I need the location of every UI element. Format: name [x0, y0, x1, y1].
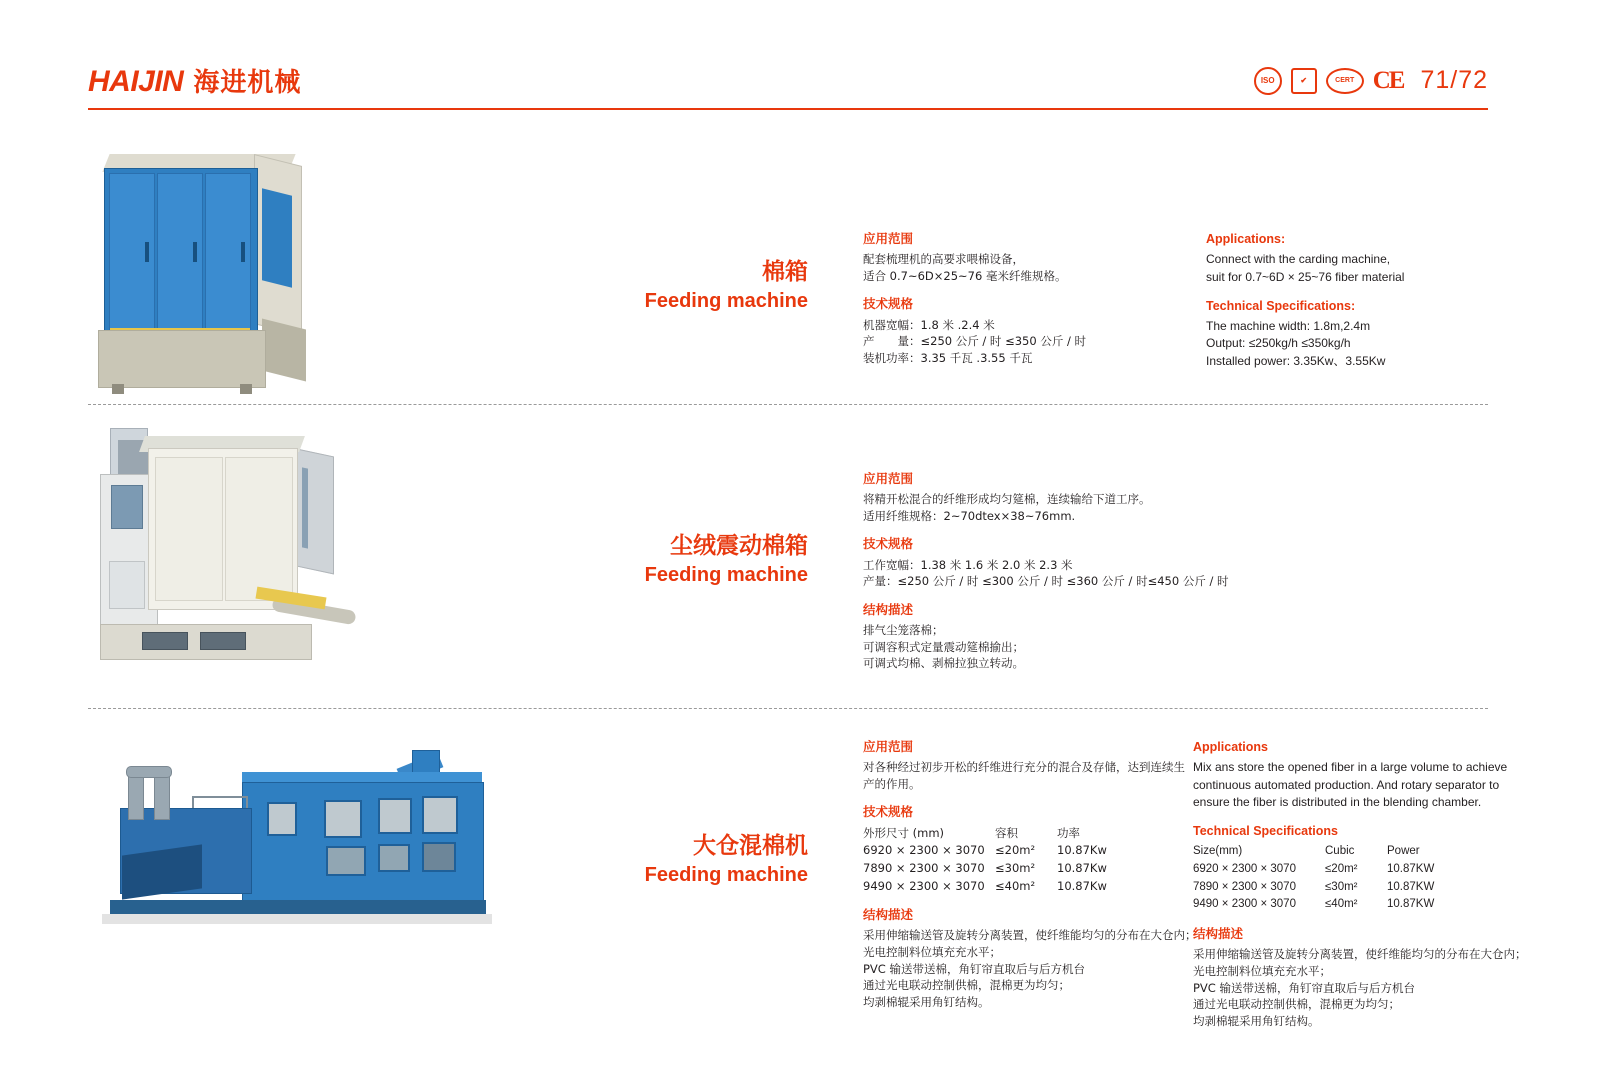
- cell-power: 10.87Kw: [1057, 860, 1107, 875]
- applications-line-cn: 产的作用。: [863, 776, 921, 791]
- product-title-2: [508, 532, 808, 588]
- cell-size: 9490 × 2300 × 3070: [1193, 898, 1296, 911]
- tech-spec-heading-en: Technical Specifications:: [1206, 298, 1356, 313]
- tech-spec-heading-cn: 技术规格: [863, 296, 914, 312]
- product-section-vibrating-feeding-machine: [88, 420, 1488, 700]
- spec-column-en-3: [1193, 738, 1527, 1041]
- spec-column-cn-2: [863, 470, 1423, 683]
- product-title-1: [508, 258, 808, 314]
- cell-power: 10.87Kw: [1057, 843, 1107, 858]
- table-row: [1193, 861, 1447, 879]
- cell-size: 7890 × 2300 × 3070: [1193, 880, 1296, 893]
- applications-block-cn-1: [863, 230, 1203, 284]
- tech-spec-block-cn-3: [863, 803, 1193, 895]
- structure-line-cn: 通过光电联动控制供棉，混棉更为均匀；: [863, 978, 1070, 993]
- applications-line-cn: 配套梳理机的高要求喂棉设备，: [863, 252, 1024, 267]
- tech-spec-heading-cn: 技术规格: [863, 804, 914, 820]
- cell-cubic: ≤40m²: [1325, 898, 1358, 911]
- check-badge-label: ✔: [1300, 75, 1308, 85]
- applications-line-en: ensure the fiber is distributed in the blending chamber.: [1193, 794, 1482, 809]
- cell-power: 10.87KW: [1387, 863, 1435, 876]
- col-head-size: 外形尺寸 (mm): [863, 825, 945, 840]
- applications-heading-cn: 应用范围: [863, 739, 914, 754]
- table-header-row: [863, 825, 1117, 843]
- certification-marks: [1254, 66, 1488, 95]
- col-head-power: 功率: [1057, 825, 1080, 840]
- structure-block-cn-3: [863, 906, 1197, 1010]
- tech-spec-line-cn: 产 量：≤250 公斤 / 时 ≤350 公斤 / 时: [863, 334, 1087, 349]
- product-title-cn: 棉箱: [762, 259, 808, 285]
- tech-spec-block-cn-2: [863, 535, 1423, 589]
- section-divider-1: [88, 404, 1488, 405]
- structure-line-en: 通过光电联动控制供棉，混棉更为均匀；: [1193, 997, 1400, 1012]
- cell-cubic: ≤40m²: [995, 878, 1036, 893]
- cell-size: 7890 × 2300 × 3070: [863, 860, 985, 875]
- cell-power: 10.87KW: [1387, 880, 1435, 893]
- product-title-3: [508, 832, 808, 888]
- applications-heading-en: Applications:: [1206, 232, 1286, 246]
- applications-heading-cn: 应用范围: [863, 231, 914, 246]
- applications-block-cn-3: [863, 738, 1193, 792]
- iso-seal-badge-label: ISO: [1260, 75, 1275, 85]
- applications-line-en: Connect with the carding machine,: [1206, 252, 1391, 267]
- structure-line-cn: 可调式均棉、剥棉拉独立转动。: [863, 656, 1024, 671]
- cell-cubic: ≤20m²: [995, 843, 1036, 858]
- applications-block-en-1: [1206, 230, 1506, 286]
- ce-mark: CE: [1372, 66, 1404, 94]
- tech-spec-line-cn: 机器宽幅：1.8 米 .2.4 米: [863, 317, 995, 332]
- structure-block-cn-2: [863, 601, 1423, 672]
- spec-table-en: [1193, 843, 1447, 914]
- structure-line-en: 采用伸缩输送管及旋转分离装置，使纤维能均匀的分布在大仓内；: [1193, 947, 1527, 962]
- oval-cert-badge: [1326, 68, 1364, 94]
- header-divider-rule: [88, 108, 1488, 110]
- cell-cubic: ≤20m²: [1325, 863, 1358, 876]
- logo-latin-text: HAIJIN: [88, 65, 184, 98]
- blending-machine-photo: [92, 750, 492, 950]
- check-badge: [1291, 68, 1317, 94]
- structure-line-cn: PVC 输送带送棉，角钉帘直取后与后方机台: [863, 961, 1085, 976]
- structure-block-en-3: [1193, 925, 1527, 1029]
- table-row: [863, 842, 1117, 860]
- structure-line-cn: 光电控制料位填充充水平；: [863, 945, 1001, 960]
- logo-chinese-text: 海进机械: [193, 68, 302, 98]
- tech-spec-line-cn: 产量：≤250 公斤 / 时 ≤300 公斤 / 时 ≤360 公斤 / 时≤450 公斤 / 时: [863, 574, 1229, 589]
- cell-power: 10.87Kw: [1057, 878, 1107, 893]
- tech-spec-line-cn: 装机功率：3.35 千瓦 .3.55 千瓦: [863, 350, 1033, 365]
- tech-spec-block-en-3: [1193, 822, 1523, 914]
- tech-spec-line-en: Output: ≤250kg/h ≤350kg/h: [1206, 336, 1351, 351]
- table-row: [1193, 896, 1447, 914]
- table-row: [863, 878, 1117, 896]
- tech-spec-line-cn: 工作宽幅：1.38 米 1.6 米 2.0 米 2.3 米: [863, 557, 1073, 572]
- applications-block-cn-2: [863, 470, 1423, 524]
- iso-seal-badge: [1254, 67, 1282, 95]
- structure-line-cn: 均剥棉辊采用角钉结构。: [863, 995, 990, 1010]
- cell-power: 10.87KW: [1387, 898, 1435, 911]
- cell-size: 6920 × 2300 × 3070: [863, 843, 985, 858]
- col-head-size: Size(mm): [1193, 845, 1243, 858]
- structure-line-en: PVC 输送带送棉，角钉帘直取后与后方机台: [1193, 980, 1415, 995]
- page-header: [88, 62, 1488, 114]
- table-row: [1193, 879, 1447, 897]
- structure-line-en: 光电控制料位填充充水平；: [1193, 963, 1331, 978]
- applications-line-cn: 适用纤维规格：2~70dtex×38~76mm.: [863, 508, 1076, 523]
- col-head-power: Power: [1387, 845, 1420, 858]
- structure-line-cn: 采用伸缩输送管及旋转分离装置，使纤维能均匀的分布在大仓内；: [863, 928, 1197, 943]
- tech-spec-heading-cn: 技术规格: [863, 536, 914, 552]
- product-title-cn: 尘绒震动棉箱: [670, 533, 808, 559]
- structure-line-en: 均剥棉辊采用角钉结构。: [1193, 1013, 1320, 1028]
- structure-line-cn: 排气尘笼落棉；: [863, 623, 944, 638]
- product-title-en: Feeding machine: [644, 563, 808, 586]
- structure-line-cn: 可调容积式定量震动筵棉揄出；: [863, 639, 1024, 654]
- table-header-row: [1193, 843, 1447, 861]
- tech-spec-line-en: The machine width: 1.8m,2.4m: [1206, 319, 1371, 334]
- cell-size: 9490 × 2300 × 3070: [863, 878, 985, 893]
- product-section-feeding-machine: [88, 140, 1488, 400]
- page-number: 71/72: [1420, 66, 1488, 94]
- cell-size: 6920 × 2300 × 3070: [1193, 863, 1296, 876]
- applications-heading-cn: 应用范围: [863, 471, 914, 486]
- col-head-cubic: Cubic: [1325, 845, 1355, 858]
- cell-cubic: ≤30m²: [1325, 880, 1358, 893]
- feeding-machine-photo: [96, 148, 306, 398]
- structure-heading-cn: 结构描述: [863, 907, 914, 923]
- structure-heading-cn: 结构描述: [863, 601, 914, 617]
- applications-block-en-3: [1193, 738, 1523, 811]
- oval-cert-badge-label: CERT: [1335, 77, 1355, 84]
- spec-column-en-1: [1206, 230, 1506, 381]
- tech-spec-block-en-1: [1206, 297, 1506, 370]
- tech-spec-heading-en: Technical Specifications: [1193, 824, 1338, 839]
- cell-cubic: ≤30m²: [995, 860, 1036, 875]
- spec-column-cn-1: [863, 230, 1203, 378]
- product-title-cn: 大仓混棉机: [693, 833, 808, 859]
- product-title-en: Feeding machine: [644, 863, 808, 886]
- tech-spec-line-en: Installed power: 3.35Kw、3.55Kw: [1206, 353, 1386, 368]
- tech-spec-block-cn-1: [863, 295, 1203, 366]
- col-head-cubic: 容积: [995, 825, 1018, 840]
- product-section-blending-machine: [88, 720, 1527, 1028]
- spec-table-cn: [863, 825, 1117, 896]
- structure-heading-en: 结构描述: [1193, 926, 1244, 942]
- spec-column-cn-3: [863, 738, 1197, 1022]
- table-row: [863, 860, 1117, 878]
- applications-heading-en: Applications: [1193, 740, 1269, 754]
- applications-line-cn: 将精开松混合的纤维形成均匀筵棉，连续输给下道工序。: [863, 492, 1151, 507]
- applications-line-en: Mix ans store the opened fiber in a large volume to achieve: [1193, 760, 1508, 775]
- applications-line-en: continuous automated production. And rotary separator to: [1193, 777, 1500, 792]
- product-title-en: Feeding machine: [644, 289, 808, 312]
- applications-line-cn: 对各种经过初步开松的纤维进行充分的混合及存储，达到连续生: [863, 760, 1185, 775]
- applications-line-en: suit for 0.7~6D × 25~76 fiber material: [1206, 269, 1405, 284]
- applications-line-cn: 适合 0.7~6D×25~76 毫米纤维规格。: [863, 268, 1067, 283]
- vibrating-feeding-machine-photo: [96, 428, 361, 663]
- section-divider-2: [88, 708, 1488, 709]
